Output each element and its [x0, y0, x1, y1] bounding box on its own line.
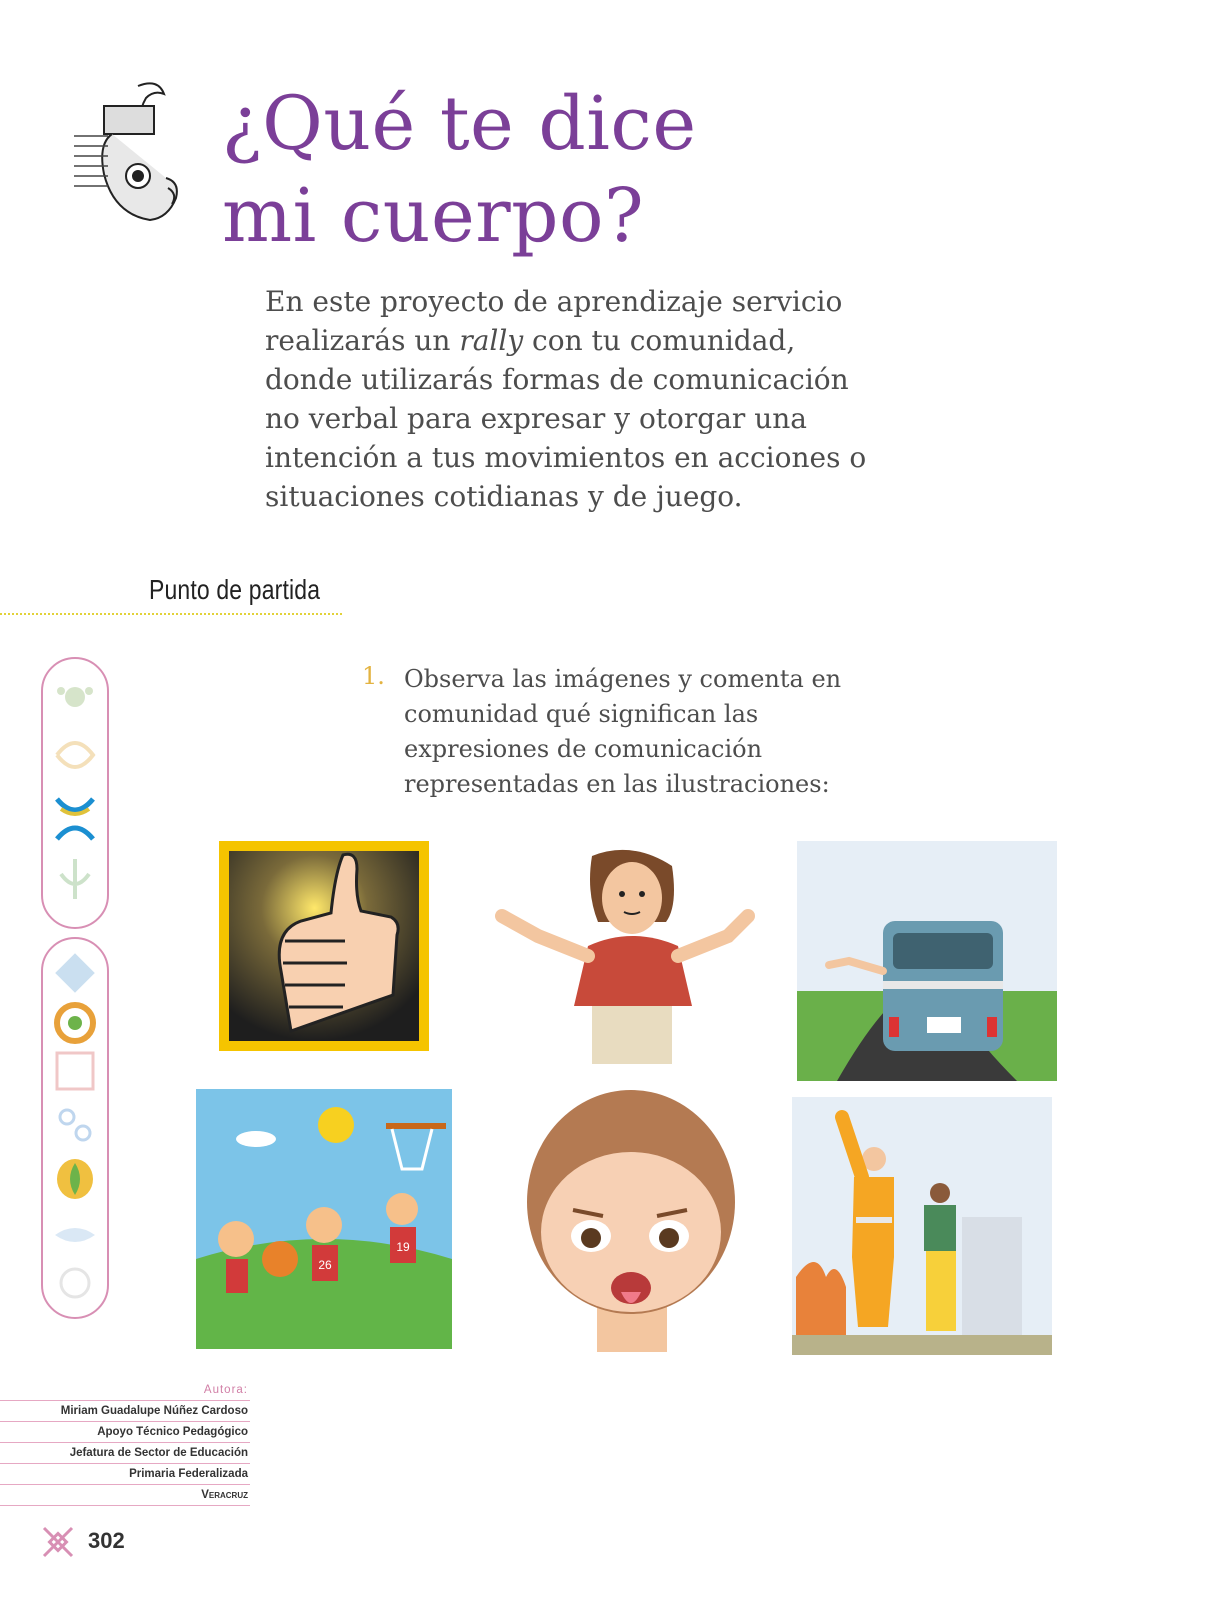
- intro-text-1: En este proyecto de aprendizaje servicio realizarás un: [265, 285, 843, 357]
- page-number: 302: [88, 1528, 125, 1553]
- section-divider: [0, 613, 342, 615]
- author-role: Apoyo Técnico Pedagógico: [0, 1422, 250, 1443]
- title-line-2: mi cuerpo?: [222, 173, 645, 259]
- side-pill-top: [41, 657, 109, 929]
- firefighter-rescue-icon: [792, 1097, 1052, 1355]
- side-pill-bottom: [41, 937, 109, 1319]
- intro-paragraph: [265, 282, 885, 516]
- intro-italic: rally: [459, 324, 524, 357]
- ornament-glyph-icon: [68, 76, 184, 236]
- author-office: Jefatura de Sector de Educación: [0, 1443, 250, 1464]
- thumbs-up-icon: [219, 841, 429, 1051]
- author-credits: [0, 1380, 250, 1506]
- jersey-number-b: 19: [396, 1240, 410, 1254]
- disgust-face-icon: [517, 1082, 745, 1352]
- intro-text-2: con tu comunidad, donde utilizarás formas de comunicación no verbal para expresar y otorgar una intención a tus movimientos en acciones o situaciones cotidianas y de juego.: [265, 324, 867, 513]
- question-number: 1.: [362, 662, 385, 690]
- side-symbols-icon-2: [43, 939, 107, 1317]
- author-name: Miriam Guadalupe Núñez Cardoso: [0, 1401, 250, 1422]
- author-label: Autora:: [0, 1380, 250, 1401]
- author-state: Veracruz: [0, 1485, 250, 1506]
- author-school: Primaria Federalizada: [0, 1464, 250, 1485]
- title-line-1: ¿Qué te dice: [222, 81, 697, 167]
- section-heading: Punto de partida: [149, 574, 321, 605]
- question-text: Observa las imágenes y comenta en comunidad qué significan las expresiones de comunicación representadas en las ilustraciones:: [404, 665, 842, 798]
- shrug-person-icon: [492, 846, 758, 1064]
- page-title: [222, 78, 697, 262]
- van-wave-icon: [797, 841, 1057, 1081]
- jersey-number-a: 26: [318, 1258, 332, 1272]
- children-basketball-icon: [196, 1089, 452, 1349]
- side-symbols-icon: [43, 659, 107, 927]
- page-ornament-icon: [40, 1524, 76, 1560]
